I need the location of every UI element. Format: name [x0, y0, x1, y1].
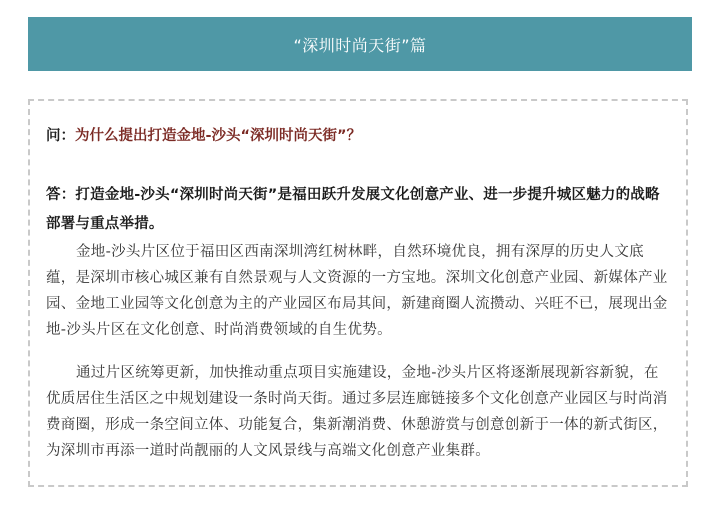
question-text: 为什么提出打造金地-沙头“深圳时尚天街”？ [75, 128, 362, 144]
section-title: “深圳时尚天街”篇 [293, 35, 427, 55]
section-title-banner [28, 17, 692, 71]
question-prefix: 问： [46, 128, 75, 144]
answer-paragraph: 金地-沙头片区位于福田区西南深圳湾红树林畔，自然环境优良，拥有深厚的历史人文底蕴，是深圳市核心城区兼有自然景观与人文资源的一方宝地。深圳文化创意产业园、新媒体产业园、金地工业园等文化创意为主的产业园区布局其间，新建商圈人流攒动、兴旺不已，展现出金地-沙头片区在文化创意、时尚消费领域的自生优势。 [46, 244, 668, 338]
question [46, 125, 361, 147]
answer-paragraph: 通过片区统筹更新，加快推动重点项目实施建设，金地-沙头片区将逐渐展现新容新貌，在优质居住生活区之中规划建设一条时尚天街。通过多层连廊链接多个文化创意产业园区与时尚消费商圈，形成一条空间立体、功能复合，集新潮消费、休憩游赏与创意创新于一体的新式街区，为深圳市再添一道时尚靓丽的人文风景线与高端文化创意产业集群。 [46, 365, 668, 459]
qa-card [28, 99, 688, 487]
answer-lead: 答：打造金地-沙头“深圳时尚天街”是福田跃升发展文化创意产业、进一步提升城区魅力的战略部署与重点举措。 [46, 187, 660, 232]
